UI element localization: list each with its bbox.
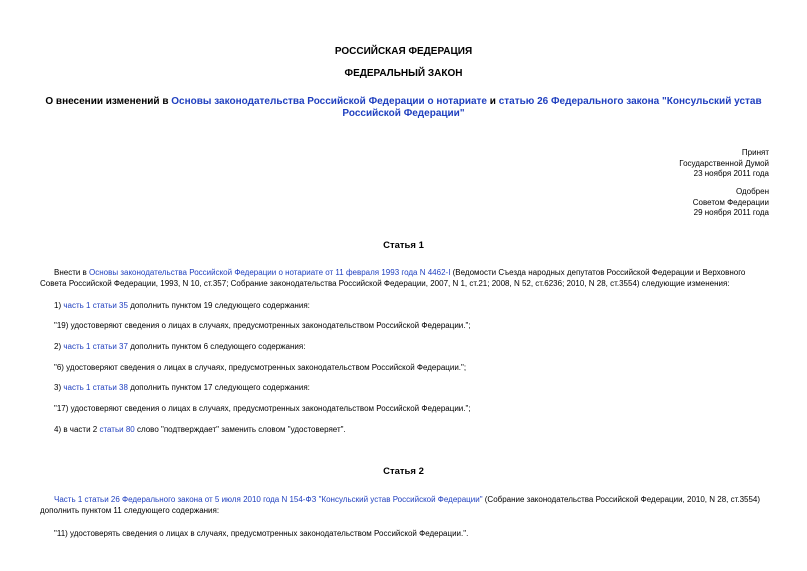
title-link-notariat[interactable]: Основы законодательства Российской Федерации о нотариате — [171, 96, 487, 107]
title-mid: и — [487, 96, 499, 107]
approved-date: 29 ноября 2011 года — [693, 208, 769, 217]
article2-intro-suffix: (Собрание законодательства Российской Федерации, 2010, N 28, ст.3554) дополнить пунктом 11 следующего содержания: — [40, 495, 761, 515]
item-text: дополнить пунктом 19 следующего содержания: — [127, 301, 310, 310]
article2-heading: Статья 2 — [383, 466, 424, 477]
adopted-block — [679, 148, 769, 180]
article1-item-3 — [40, 382, 770, 393]
doc-type-heading: ФЕДЕРАЛЬНЫЙ ЗАКОН — [344, 68, 463, 79]
article1-quote-2: "6) удостоверяют сведения о лицах в случаях, предусмотренных законодательством Российской Федерации."; — [54, 363, 467, 372]
country-heading: РОССИЙСКАЯ ФЕДЕРАЦИЯ — [334, 46, 473, 57]
item-number: 2) — [54, 342, 64, 351]
title-link-consular[interactable]: статью 26 Федерального закона "Консульский устав Российской Федерации" — [342, 96, 762, 119]
item-text: дополнить пунктом 17 следующего содержания: — [127, 383, 310, 392]
item-number: 4) в части 2 — [54, 425, 100, 434]
article1-heading: Статья 1 — [383, 240, 424, 251]
item-number: 1) — [54, 301, 64, 310]
law-title — [40, 96, 767, 120]
adopted-line2: Государственной Думой — [679, 158, 769, 168]
item-number: 3) — [54, 383, 64, 392]
item-link[interactable]: статьи 80 — [99, 425, 135, 434]
item-link[interactable]: часть 1 статьи 35 — [63, 301, 128, 310]
article2-intro-link[interactable]: Часть 1 статьи 26 Федерального закона от 5 июля 2010 года N 154-ФЗ "Консульский устав Российской Федерации" — [54, 495, 483, 504]
article1-intro — [40, 267, 770, 289]
item-link[interactable]: часть 1 статьи 37 — [63, 342, 128, 351]
approved-block — [693, 187, 769, 219]
article1-intro-prefix: Внести в — [54, 268, 90, 277]
item-link[interactable]: часть 1 статьи 38 — [63, 383, 128, 392]
article1-intro-link[interactable]: Основы законодательства Российской Федерации о нотариате от 11 февраля 1993 года N 4462-I — [89, 268, 451, 277]
title-prefix: О внесении изменений в — [45, 96, 172, 107]
item-text: дополнить пунктом 6 следующего содержания: — [127, 342, 306, 351]
article2-quote: "11) удостоверять сведения о лицах в случаях, предусмотренных законодательством Российской Федерации.". — [54, 529, 469, 538]
article1-item-4 — [40, 424, 770, 435]
item-text: слово "подтверждает" заменить словом "удостоверяет". — [134, 425, 346, 434]
approved-line2: Советом Федерации — [692, 197, 769, 207]
article1-item-2 — [40, 341, 770, 352]
article1-item-1 — [40, 300, 770, 311]
article1-intro-suffix: (Ведомости Съезда народных депутатов Российской Федерации и Верховного Совета Российской Федерации, 1993, N 10, ст.357; Собрание законодательства Российской Федерации, 2007, N 1, ст.21; 2008, N 52, ст.6236; 2010, N 28, ст.3554) следующие изменения: — [40, 268, 746, 288]
adopted-date: 23 ноября 2011 года — [693, 169, 769, 178]
adopted-line1: Принят — [741, 148, 769, 157]
approved-line1: Одобрен — [735, 187, 769, 196]
article1-quote-3: "17) удостоверяют сведения о лицах в случаях, предусмотренных законодательством Российской Федерации."; — [54, 404, 471, 413]
article2-intro — [40, 494, 770, 516]
article1-quote-1: "19) удостоверяют сведения о лицах в случаях, предусмотренных законодательством Российской Федерации."; — [54, 321, 471, 330]
